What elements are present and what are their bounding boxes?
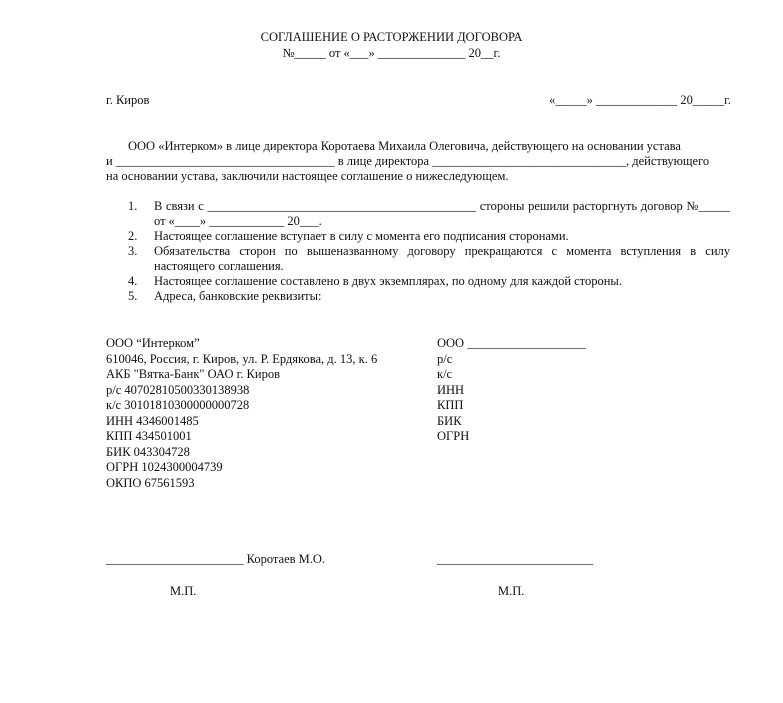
agreement-date: «_____» _____________ 20_____г.: [549, 93, 731, 107]
terms-list: [128, 199, 730, 304]
left-party-name: ООО “Интерком”: [106, 336, 200, 350]
right-party-ogrn: ОГРН: [437, 429, 470, 443]
list-item: 1. В связи с ___________________________________________ стороны решили расторгнуть договор №_____ от «____» ____________ 20___.: [128, 199, 730, 228]
right-party-corr-account: к/с: [437, 367, 453, 381]
right-party-inn: ИНН: [437, 382, 465, 397]
left-party-corr-account: к/с 30101810300000000728: [106, 398, 250, 412]
list-item: 5. Адреса, банковские реквизиты:: [128, 289, 322, 303]
list-item: 2. Настоящее соглашение вступает в силу с момента его подписания сторонами.: [128, 229, 569, 243]
right-party-name: ООО ___________________: [437, 336, 586, 350]
left-party-details: [106, 336, 377, 491]
left-party-bank: АКБ "Вятка-Банк" ОАО г. Киров: [106, 367, 280, 381]
left-party-ogrn: ОГРН 1024300004739: [106, 460, 223, 474]
stamp-place-right: М.П.: [498, 584, 525, 598]
right-party-account: р/с: [437, 351, 453, 366]
right-party-bik: БИК: [437, 413, 462, 428]
signature-right: _________________________: [437, 552, 594, 566]
intro-line-3: на основании устава, заключили настоящее соглашение о нижеследующем.: [106, 169, 509, 183]
document-number-date: №_____ от «___» ______________ 20__г.: [282, 46, 501, 60]
signature-left: ______________________ Коротаев М.О.: [106, 552, 326, 566]
intro-line-1: ООО «Интерком» в лице директора Коротаева Михаила Олеговича, действующего на основании устава: [128, 139, 681, 153]
left-party-kpp: КПП 434501001: [106, 429, 192, 443]
left-party-bik: БИК 043304728: [106, 444, 190, 459]
city: г. Киров: [106, 93, 150, 107]
right-party-kpp: КПП: [437, 398, 464, 412]
list-item: 4. Настоящее соглашение составлено в двух экземплярах, по одному для каждой стороны.: [128, 274, 622, 288]
left-party-address: 610046, Россия, г. Киров, ул. Р. Ердякова, д. 13, к. 6: [106, 351, 378, 366]
document-title: СОГЛАШЕНИЕ О РАСТОРЖЕНИИ ДОГОВОРА: [260, 30, 523, 44]
left-party-account: р/с 40702810500330138938: [106, 382, 250, 397]
list-item: 3. Обязательства сторон по вышеназванному договору прекращаются с момента вступления в силу настоящего соглашения.: [128, 244, 730, 273]
left-party-inn: ИНН 4346001485: [106, 413, 199, 428]
left-party-okpo: ОКПО 67561593: [106, 475, 195, 490]
intro-line-2: и ___________________________________ в лице директора _______________________________, действующего: [106, 154, 710, 168]
right-party-details: [437, 336, 586, 445]
stamp-place-left: М.П.: [170, 584, 197, 598]
